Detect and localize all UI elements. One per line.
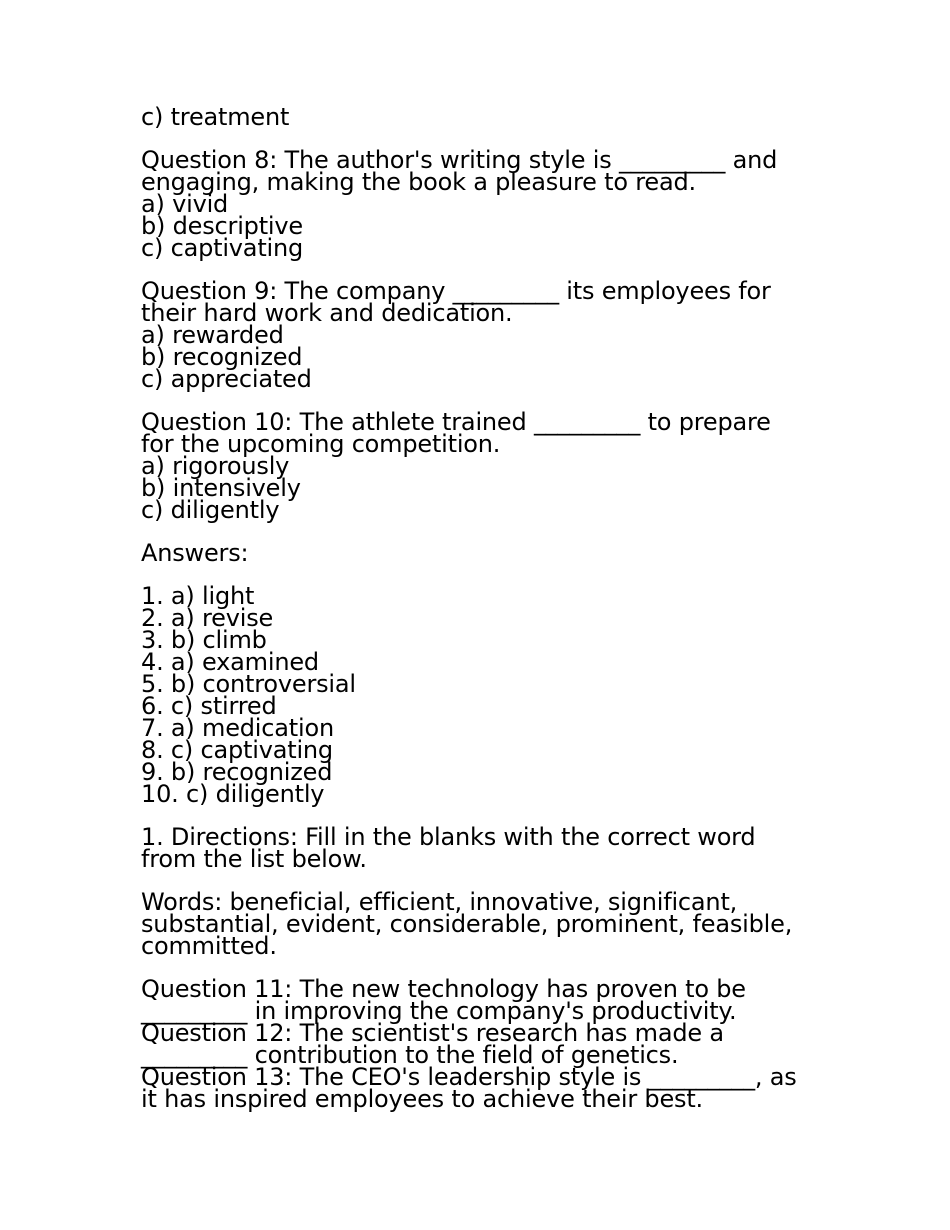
option-line: a) rewarded [141, 321, 284, 349]
option-line: a) vivid [141, 190, 229, 218]
question-10 [141, 408, 821, 524]
question-text-line: it has inspired employees to achieve their best. [141, 1085, 703, 1113]
answer-item: 9. b) recognized [141, 758, 333, 786]
option-line: b) intensively [141, 474, 301, 502]
answer-item: 4. a) examined [141, 648, 319, 676]
directions-line: from the list below. [141, 845, 367, 873]
answer-item: 3. b) climb [141, 626, 267, 654]
document-page [141, 103, 821, 1113]
directions [141, 823, 821, 873]
question-text-line: Question 9: The company _________ its employees for [141, 277, 771, 305]
word-list-line: Words: beneficial, efficient, innovative, significant, [141, 888, 738, 916]
question-9 [141, 277, 821, 393]
question-text-line: for the upcoming competition. [141, 430, 501, 458]
question-text-line: their hard work and dedication. [141, 299, 513, 327]
option-line: c) diligently [141, 496, 280, 524]
directions-line: 1. Directions: Fill in the blanks with the correct word [141, 823, 756, 851]
question-text-line: Question 11: The new technology has proven to be [141, 975, 746, 1003]
question-text-line: _________ contribution to the field of genetics. [141, 1041, 679, 1069]
answer-item: 1. a) light [141, 582, 255, 610]
question-8 [141, 146, 821, 262]
option-line: b) recognized [141, 343, 303, 371]
question-7-tail [141, 103, 821, 131]
answer-item: 2. a) revise [141, 604, 274, 632]
question-text-line: Question 13: The CEO's leadership style is _________, as [141, 1063, 797, 1091]
option-line: c) appreciated [141, 365, 312, 393]
question-text-line: _________ in improving the company's productivity. [141, 997, 737, 1025]
question-text-line: Question 10: The athlete trained _________ to prepare [141, 408, 771, 436]
question-text-line: Question 8: The author's writing style is _________ and [141, 146, 778, 174]
option-line: a) rigorously [141, 452, 290, 480]
answer-item: 8. c) captivating [141, 736, 333, 764]
question-text-line: Question 12: The scientist's research has made a [141, 1019, 724, 1047]
option-line: c) captivating [141, 234, 304, 262]
word-list [141, 888, 821, 960]
question-12 [141, 1019, 821, 1069]
question-text-line: engaging, making the book a pleasure to read. [141, 168, 696, 196]
word-list-line: substantial, evident, considerable, prominent, feasible, [141, 910, 793, 938]
answers-heading: Answers: [141, 539, 249, 567]
option-line: b) descriptive [141, 212, 303, 240]
answer-item: 6. c) stirred [141, 692, 277, 720]
answer-item: 7. a) medication [141, 714, 334, 742]
answer-item: 5. b) controversial [141, 670, 356, 698]
question-11 [141, 975, 821, 1025]
word-list-line: committed. [141, 932, 277, 960]
answers-list [141, 582, 821, 808]
answer-item: 10. c) diligently [141, 780, 325, 808]
option-line: c) treatment [141, 103, 290, 131]
question-13 [141, 1063, 821, 1113]
answers-heading-block [141, 539, 821, 567]
